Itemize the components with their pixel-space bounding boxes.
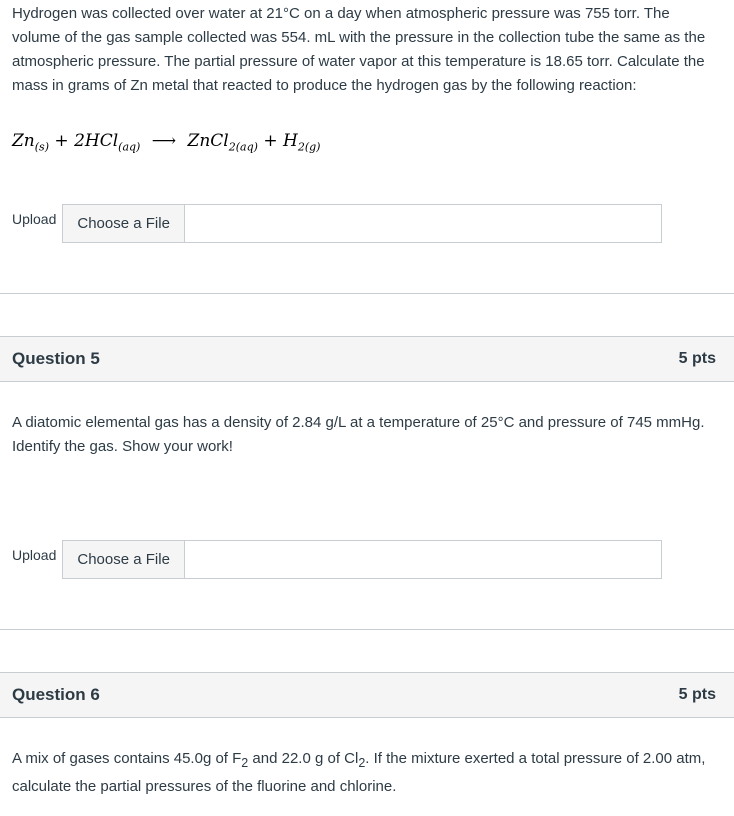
question-6-text: A mix of gases contains 45.0g of $F_2$ and 22.0 g of $Cl_2$. If the mixture exerted a total pressure of 2.00 atm, calculate the partial pressures of the fluorine and chlorine. <box>12 750 706 795</box>
question-6-header <box>0 672 734 718</box>
upload-label: Upload <box>12 547 57 563</box>
file-input[interactable] <box>62 204 662 243</box>
divider <box>0 293 734 294</box>
question-title: Question 6 <box>12 685 100 704</box>
question-4-text: Hydrogen was collected over water at 21°C on a day when atmospheric pressure was 755 torr. The volume of the gas sample collected was 554. mL with the pressure in the collection tube the same as the atmospheric pressure. The partial pressure of water vapor at this temperature is 18.65 torr. Calculate the mass in grams of Zn metal that reacted to produce the hydrogen gas by the following reaction: <box>12 5 706 94</box>
question-points: 5 pts <box>678 686 716 703</box>
question-5-upload <box>12 540 662 579</box>
question-points: 5 pts <box>678 350 716 367</box>
question-4-upload <box>12 204 662 243</box>
choose-file-button[interactable]: Choose a File <box>63 205 185 242</box>
question-title: Question 5 <box>12 349 100 368</box>
choose-file-button[interactable]: Choose a File <box>63 541 185 578</box>
question-5-text: A diatomic elemental gas has a density of 2.84 g/L at a temperature of 25°C and pressure of 745 mmHg. Identify the gas. Show your work! <box>12 414 705 455</box>
reaction-equation: $Zn_{(s)} + 2HCl_{(aq)}$ ⟶ ZnCl$_{2(aq)}$ + $H_{2(g)}$ <box>12 131 321 154</box>
divider <box>0 629 734 630</box>
upload-label: Upload <box>12 211 57 227</box>
question-5-header <box>0 336 734 382</box>
file-input[interactable] <box>62 540 662 579</box>
reaction-arrow-icon: ⟶ <box>151 131 177 151</box>
